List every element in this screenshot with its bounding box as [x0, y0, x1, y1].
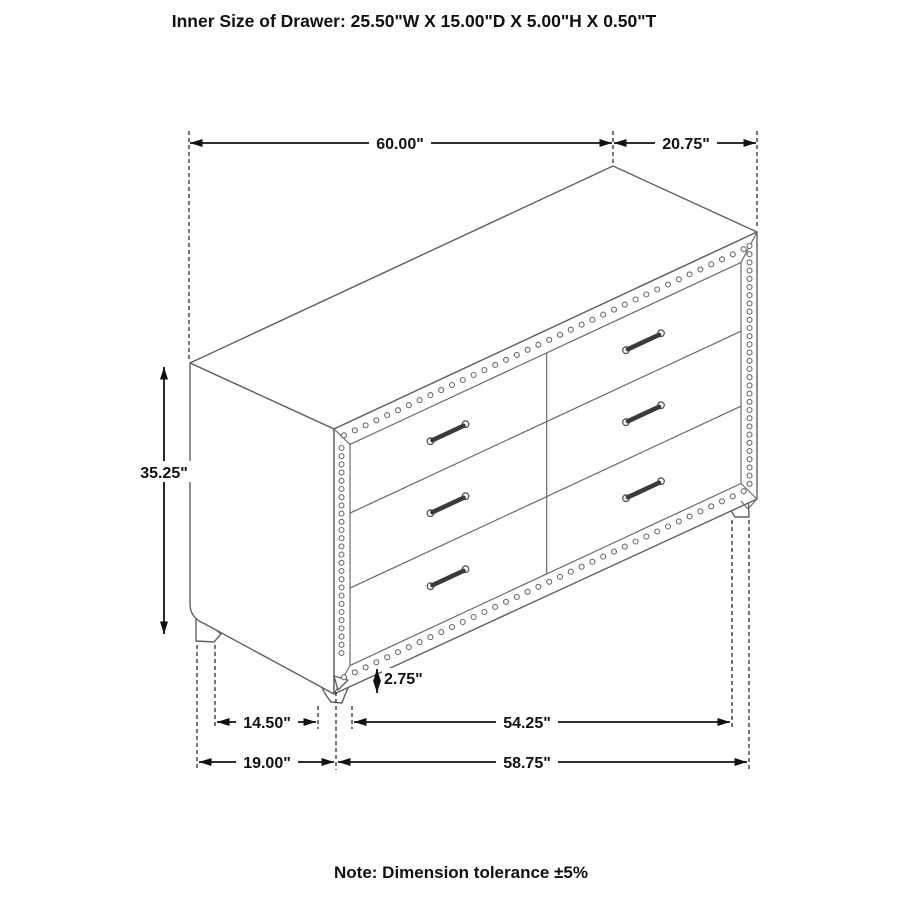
nailhead-stud [339, 503, 344, 508]
nailhead-stud [406, 403, 411, 408]
dim-top-width [190, 133, 612, 153]
nailhead-stud [471, 373, 476, 378]
nailhead-stud [720, 499, 725, 504]
nailhead-stud [439, 630, 444, 635]
nailhead-stud [666, 282, 671, 287]
nailhead-stud [747, 416, 752, 421]
nailhead-stud [622, 544, 627, 549]
nailhead-stud [339, 511, 344, 516]
nailhead-stud [622, 302, 627, 307]
nailhead-stud [747, 334, 752, 339]
nailhead-stud [720, 257, 725, 262]
nailhead-stud [339, 560, 344, 565]
nailhead-stud [747, 367, 752, 372]
nailhead-stud [450, 625, 455, 630]
nailhead-stud [698, 267, 703, 272]
nailhead-stud [747, 481, 752, 486]
nailhead-stud [428, 635, 433, 640]
nailhead-stud [741, 247, 746, 252]
nailhead-stud [339, 618, 344, 623]
nailhead-stud [612, 549, 617, 554]
nailhead-stud [666, 524, 671, 529]
nailhead-stud [339, 634, 344, 639]
nailhead-stud [655, 287, 660, 292]
nailhead-stud [417, 640, 422, 645]
nailhead-stud [339, 626, 344, 631]
nailhead-stud [747, 317, 752, 322]
dim-label-side-bottom-depth: 19.00" [243, 755, 291, 772]
nailhead-stud [590, 559, 595, 564]
nailhead-stud [687, 272, 692, 277]
nailhead-stud [339, 544, 344, 549]
nailhead-stud [339, 487, 344, 492]
nailhead-stud [558, 332, 563, 337]
nailhead-stud [747, 432, 752, 437]
nailhead-stud [339, 601, 344, 606]
nailhead-stud [747, 358, 752, 363]
nailhead-stud [633, 539, 638, 544]
nailhead-stud [747, 252, 752, 257]
nailhead-stud [747, 244, 752, 249]
nailhead-stud [339, 593, 344, 598]
nailhead-stud [747, 391, 752, 396]
nailhead-stud [579, 564, 584, 569]
nailhead-stud [428, 393, 433, 398]
dim-front-bottom-width [354, 712, 730, 732]
dim-bottom-width [338, 752, 747, 772]
nailhead-stud [590, 317, 595, 322]
dim-side-bottom-depth [199, 752, 334, 772]
nailhead-stud [339, 585, 344, 590]
nailhead-stud [339, 454, 344, 459]
nailhead-stud [342, 675, 347, 680]
nailhead-stud [676, 277, 681, 282]
nailhead-stud [514, 352, 519, 357]
nailhead-stud [339, 610, 344, 615]
nailhead-stud [374, 418, 379, 423]
nailhead-stud [747, 285, 752, 290]
nailhead-stud [482, 610, 487, 615]
nailhead-stud [471, 615, 476, 620]
nailhead-stud [339, 552, 344, 557]
nailhead-stud [747, 375, 752, 380]
nailhead-stud [687, 514, 692, 519]
nailhead-stud [633, 297, 638, 302]
nailhead-stud [747, 440, 752, 445]
nailhead-stud [363, 423, 368, 428]
nailhead-stud [747, 301, 752, 306]
nailhead-stud [568, 327, 573, 332]
nailhead-stud [482, 368, 487, 373]
nailhead-stud [747, 457, 752, 462]
nailhead-stud [747, 473, 752, 478]
dim-label-top-depth: 20.75" [662, 136, 710, 153]
dim-leg-inset [217, 712, 316, 732]
nailhead-stud [385, 413, 390, 418]
nailhead-stud [339, 495, 344, 500]
nailhead-stud [460, 378, 465, 383]
dim-top-depth [614, 133, 756, 153]
nailhead-stud [396, 650, 401, 655]
nailhead-stud [536, 342, 541, 347]
nailhead-stud [747, 326, 752, 331]
dim-label-leg-height: 2.75" [384, 671, 423, 688]
nailhead-stud [547, 337, 552, 342]
nailhead-stud [363, 665, 368, 670]
nailhead-stud [568, 569, 573, 574]
nailhead-stud [612, 307, 617, 312]
nailhead-stud [493, 362, 498, 367]
nailhead-stud [747, 260, 752, 265]
nailhead-stud [747, 268, 752, 273]
nailhead-stud [339, 642, 344, 647]
nailhead-stud [339, 569, 344, 574]
diagram-title: Inner Size of Drawer: 25.50"W X 15.00"D X 5.00"H X 0.50"T [171, 11, 657, 31]
nailhead-stud [460, 620, 465, 625]
nailhead-stud [747, 399, 752, 404]
nailhead-stud [339, 462, 344, 467]
nailhead-stud [709, 262, 714, 267]
nailhead-stud [339, 470, 344, 475]
nailhead-stud [644, 292, 649, 297]
nailhead-stud [579, 322, 584, 327]
nailhead-stud [450, 383, 455, 388]
nailhead-stud [747, 293, 752, 298]
nailhead-stud [525, 589, 530, 594]
dim-label-top-width: 60.00" [376, 136, 424, 153]
nailhead-stud [747, 408, 752, 413]
nailhead-stud [339, 577, 344, 582]
nailhead-stud [601, 312, 606, 317]
nailhead-stud [339, 536, 344, 541]
nailhead-stud [514, 594, 519, 599]
nailhead-stud [644, 534, 649, 539]
nailhead-stud [352, 428, 357, 433]
dim-label-bottom-width: 58.75" [503, 755, 551, 772]
nailhead-stud [747, 342, 752, 347]
nailhead-stud [339, 519, 344, 524]
nailhead-stud [352, 670, 357, 675]
dim-label-front-bottom-width: 54.25" [503, 715, 551, 732]
nailhead-stud [374, 660, 379, 665]
nailhead-stud [525, 347, 530, 352]
nailhead-stud [342, 433, 347, 438]
nailhead-stud [676, 519, 681, 524]
dim-overall-height [131, 367, 197, 634]
nailhead-stud [493, 604, 498, 609]
dim-label-overall-height: 35.25" [140, 465, 188, 482]
dresser-figure [190, 166, 757, 703]
nailhead-stud [747, 276, 752, 281]
nailhead-stud [504, 357, 509, 362]
nailhead-stud [558, 574, 563, 579]
nailhead-stud [747, 309, 752, 314]
nailhead-stud [747, 424, 752, 429]
nailhead-stud [339, 528, 344, 533]
nailhead-stud [747, 449, 752, 454]
nailhead-stud [339, 651, 344, 656]
nailhead-stud [730, 494, 735, 499]
nailhead-stud [730, 252, 735, 257]
nailhead-stud [396, 408, 401, 413]
nailhead-stud [385, 655, 390, 660]
nailhead-stud [504, 599, 509, 604]
dim-label-leg-inset: 14.50" [243, 715, 291, 732]
tolerance-note: Note: Dimension tolerance ±5% [334, 863, 588, 882]
nailhead-stud [339, 478, 344, 483]
nailhead-stud [417, 398, 422, 403]
nailhead-stud [747, 350, 752, 355]
nailhead-stud [439, 388, 444, 393]
nailhead-stud [601, 554, 606, 559]
nailhead-stud [747, 465, 752, 470]
nailhead-stud [709, 504, 714, 509]
nailhead-stud [655, 529, 660, 534]
nailhead-stud [339, 446, 344, 451]
nailhead-stud [536, 584, 541, 589]
nailhead-stud [547, 579, 552, 584]
nailhead-stud [698, 509, 703, 514]
nailhead-stud [406, 645, 411, 650]
nailhead-stud [747, 383, 752, 388]
dim-leg-height [377, 668, 426, 693]
nailhead-stud [741, 489, 746, 494]
